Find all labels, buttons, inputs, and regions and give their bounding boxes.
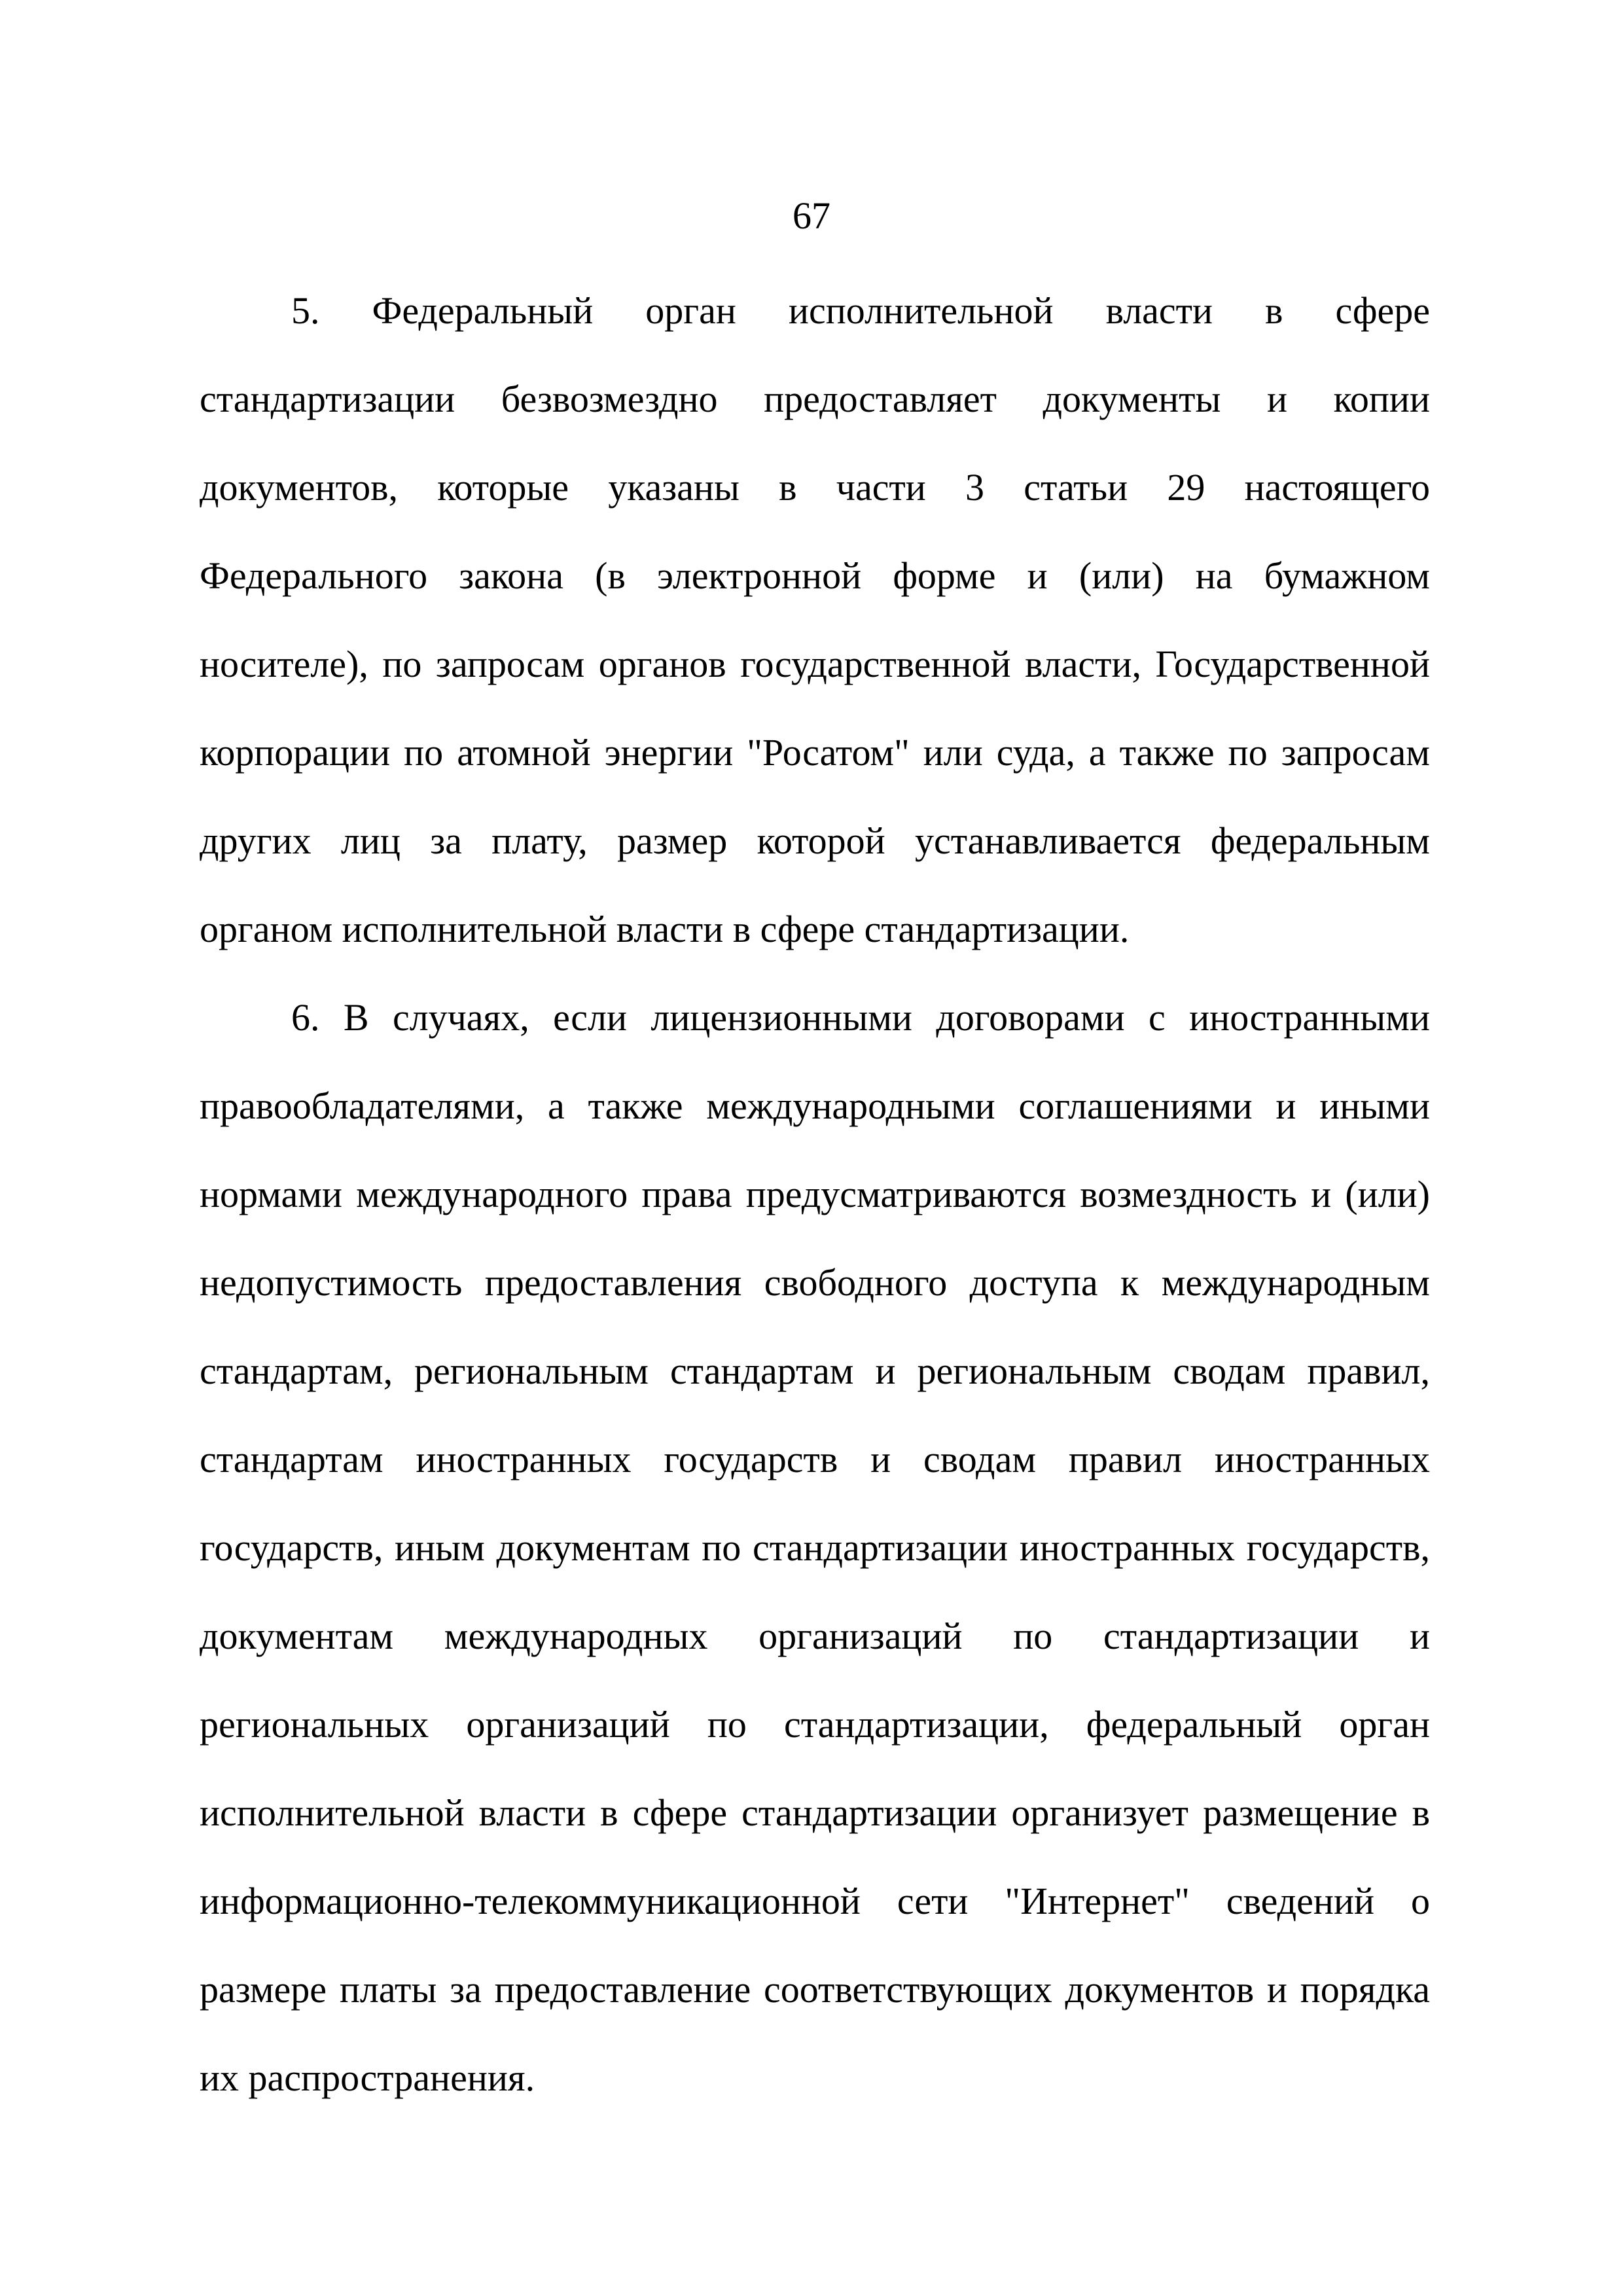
paragraph-6-line-13: их распространения. (200, 2056, 535, 2099)
paragraph-5-line-4: Федерального закона (в электронной форме и (или) на бумажном (200, 554, 1430, 597)
paragraph-5-line-8: органом исполнительной власти в сфере стандартизации. (200, 908, 1130, 950)
paragraph-6-line-4: недопустимость предоставления свободного доступа к международным (200, 1261, 1430, 1304)
paragraph-6-line-1: 6. В случаях, если лицензионными договорами с иностранными (291, 996, 1430, 1039)
paragraph-6-line-7: государств, иным документам по стандартизации иностранных государств, (200, 1526, 1430, 1569)
paragraph-6-line-11: информационно-телекоммуникационной сети "Интернет" сведений о (200, 1880, 1430, 1922)
paragraph-5-line-7: других лиц за плату, размер которой устанавливается федеральным (200, 819, 1430, 862)
paragraph-5-line-6: корпорации по атомной энергии "Росатом" или суда, а также по запросам (200, 731, 1430, 774)
paragraph-6-line-3: нормами международного права предусматриваются возмездность и (или) (200, 1173, 1430, 1215)
paragraph-5-line-5: носителе), по запросам органов государственной власти, Государственной (200, 643, 1430, 685)
paragraph-6-line-6: стандартам иностранных государств и сводам правил иностранных (200, 1438, 1430, 1480)
paragraph-6-line-9: региональных организаций по стандартизации, федеральный орган (200, 1703, 1430, 1746)
paragraph-6-line-8: документам международных организаций по стандартизации и (200, 1615, 1430, 1657)
paragraph-6-line-12: размере платы за предоставление соответствующих документов и порядка (200, 1968, 1430, 2011)
paragraph-6-line-2: правообладателями, а также международными соглашениями и иными (200, 1085, 1430, 1127)
page-number: 67 (793, 194, 830, 237)
paragraph-5-line-2: стандартизации безвозмездно предоставляет документы и копии (200, 378, 1430, 420)
paragraph-6-line-10: исполнительной власти в сфере стандартизации организует размещение в (200, 1791, 1430, 1834)
paragraph-5-line-1: 5. Федеральный орган исполнительной власти в сфере (291, 289, 1430, 332)
paragraph-6-line-5: стандартам, региональным стандартам и региональным сводам правил, (200, 1350, 1430, 1392)
paragraph-5-line-3: документов, которые указаны в части 3 статьи 29 настоящего (200, 466, 1430, 509)
